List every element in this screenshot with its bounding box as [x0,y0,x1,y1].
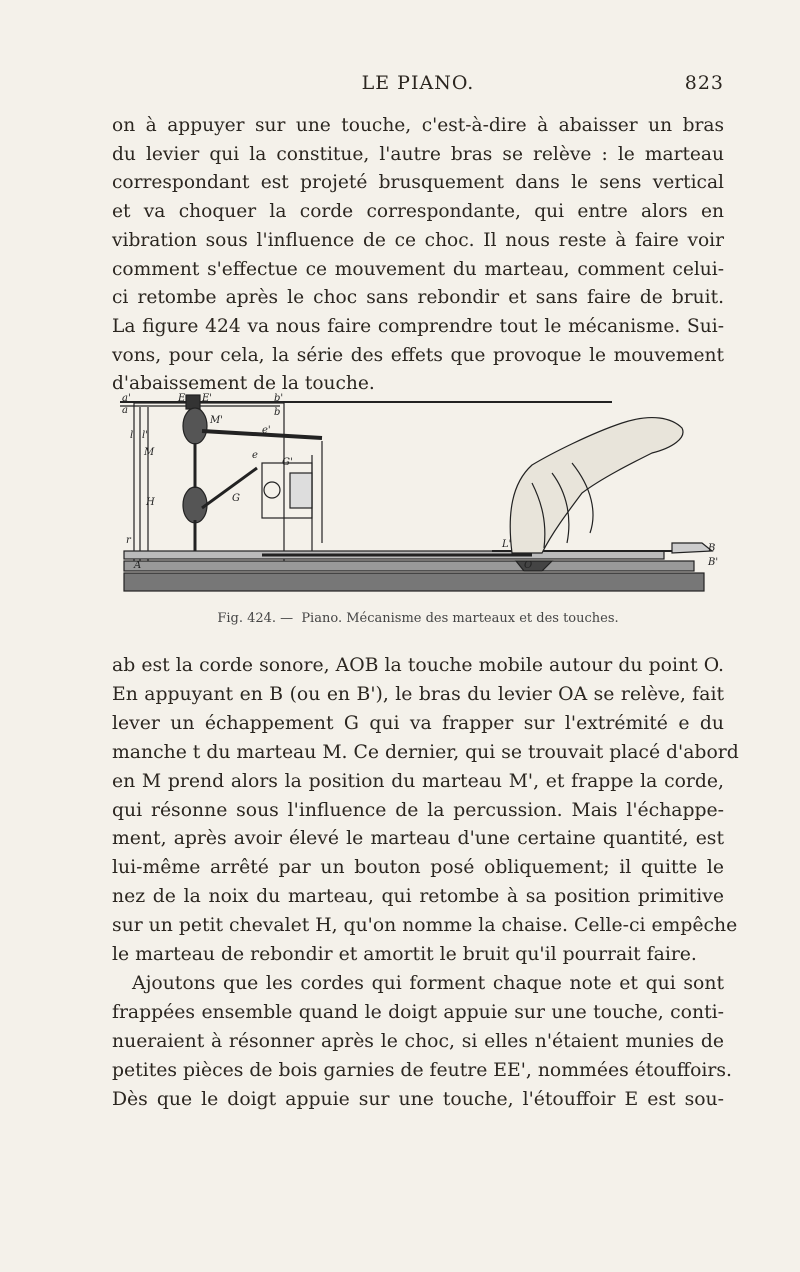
figure-label: a' [122,393,131,404]
paragraph-intro [112,112,724,399]
text-line: ab est la corde sonore, AOB la touche mobile autour du point O. [112,655,724,676]
text-line: lui-même arrêté par un bouton posé obliquement; il quitte le [112,857,724,879]
figure-label: r [126,535,131,546]
text-line: on à appuyer sur une touche, c'est-à-dire à abaisser un bras [112,115,724,136]
text-line: qui résonne sous l'influence de la percussion. Mais l'échappe- [112,799,724,821]
text-line: ment, après avoir élevé le marteau d'une certaine quantité, est [112,828,724,850]
figure-label: B' [708,557,719,568]
caption-text: Piano. Mécanisme des marteaux et des touches. [301,611,619,626]
text-line: petites pièces de bois garnies de feutre EE', nommées étouffoirs. [112,1059,732,1081]
figure-label: l' [142,430,148,441]
text-line: en M prend alors la position du marteau M', et frappe la corde, [112,770,724,792]
text-line: Ajoutons que les cordes qui forment chaque note et qui sont [132,972,724,994]
figure-label: H [146,497,155,508]
running-header [112,72,724,98]
figure-label: E [178,393,186,404]
text-line: vons, pour cela, la série des effets que provoque le mouvement [112,344,724,366]
figure-label: b [274,407,281,418]
piano-mechanism-figure [112,393,724,607]
text-line: d'abaissement de la touche. [112,373,375,395]
text-line: comment s'effectue ce mouvement du marteau, comment celui- [112,258,724,280]
text-line: vibration sous l'influence de ce choc. Il nous reste à faire voir [112,229,724,251]
text-line: manche t du marteau M. Ce dernier, qui se trouvait placé d'abord [112,741,739,763]
text-line: correspondant est projeté brusquement dans le sens vertical [112,172,724,194]
running-title: LE PIANO. [361,72,475,94]
text-line: du levier qui la constitue, l'autre bras se relève : le marteau [112,143,724,165]
paragraph-mechanism [112,652,739,1115]
figure-label: e' [262,425,271,436]
figure-label: M' [210,415,223,426]
figure-label: b' [274,393,284,404]
text-line: En appuyant en B (ou en B'), le bras du levier OA se relève, fait [112,683,724,705]
text-line: Dès que le doigt appuie sur une touche, l'étouffoir E est sou- [112,1088,724,1110]
figure-caption [112,611,724,626]
figure-label: O [524,560,533,571]
text-line: le marteau de rebondir et amortit le bruit qu'il pourrait faire. [112,944,697,966]
text-line: ci retombe après le choc sans rebondir et sans faire de bruit. [112,287,724,309]
figure-label: A [134,560,142,571]
text-line: et va choquer la corde correspondante, qui entre alors en [112,201,724,223]
text-line: nez de la noix du marteau, qui retombe à sa position primitive [112,886,724,908]
figure-label: e [252,450,258,461]
figure-label: E' [202,393,213,404]
figure-label: G' [282,457,293,468]
text-line: La figure 424 va nous faire comprendre tout le mécanisme. Sui- [112,315,724,337]
caption-prefix: Fig. 424. — [217,611,294,626]
figure-label: a [122,405,128,416]
text-line: lever un échappement G qui va frapper sur l'extrémité e du [112,712,724,734]
figure-label: L' [502,539,512,550]
text-line: nueraient à résonner après le choc, si elles n'étaient munies de [112,1030,724,1052]
figure-label: B [708,543,716,554]
page-number: 823 [684,72,724,94]
text-line: frappées ensemble quand le doigt appuie sur une touche, conti- [112,1001,724,1023]
figure-label: G [232,493,240,504]
figure-label: M [144,447,155,458]
figure-label: l [130,430,134,441]
text-line: sur un petit chevalet H, qu'on nomme la chaise. Celle-ci empêche [112,915,738,937]
